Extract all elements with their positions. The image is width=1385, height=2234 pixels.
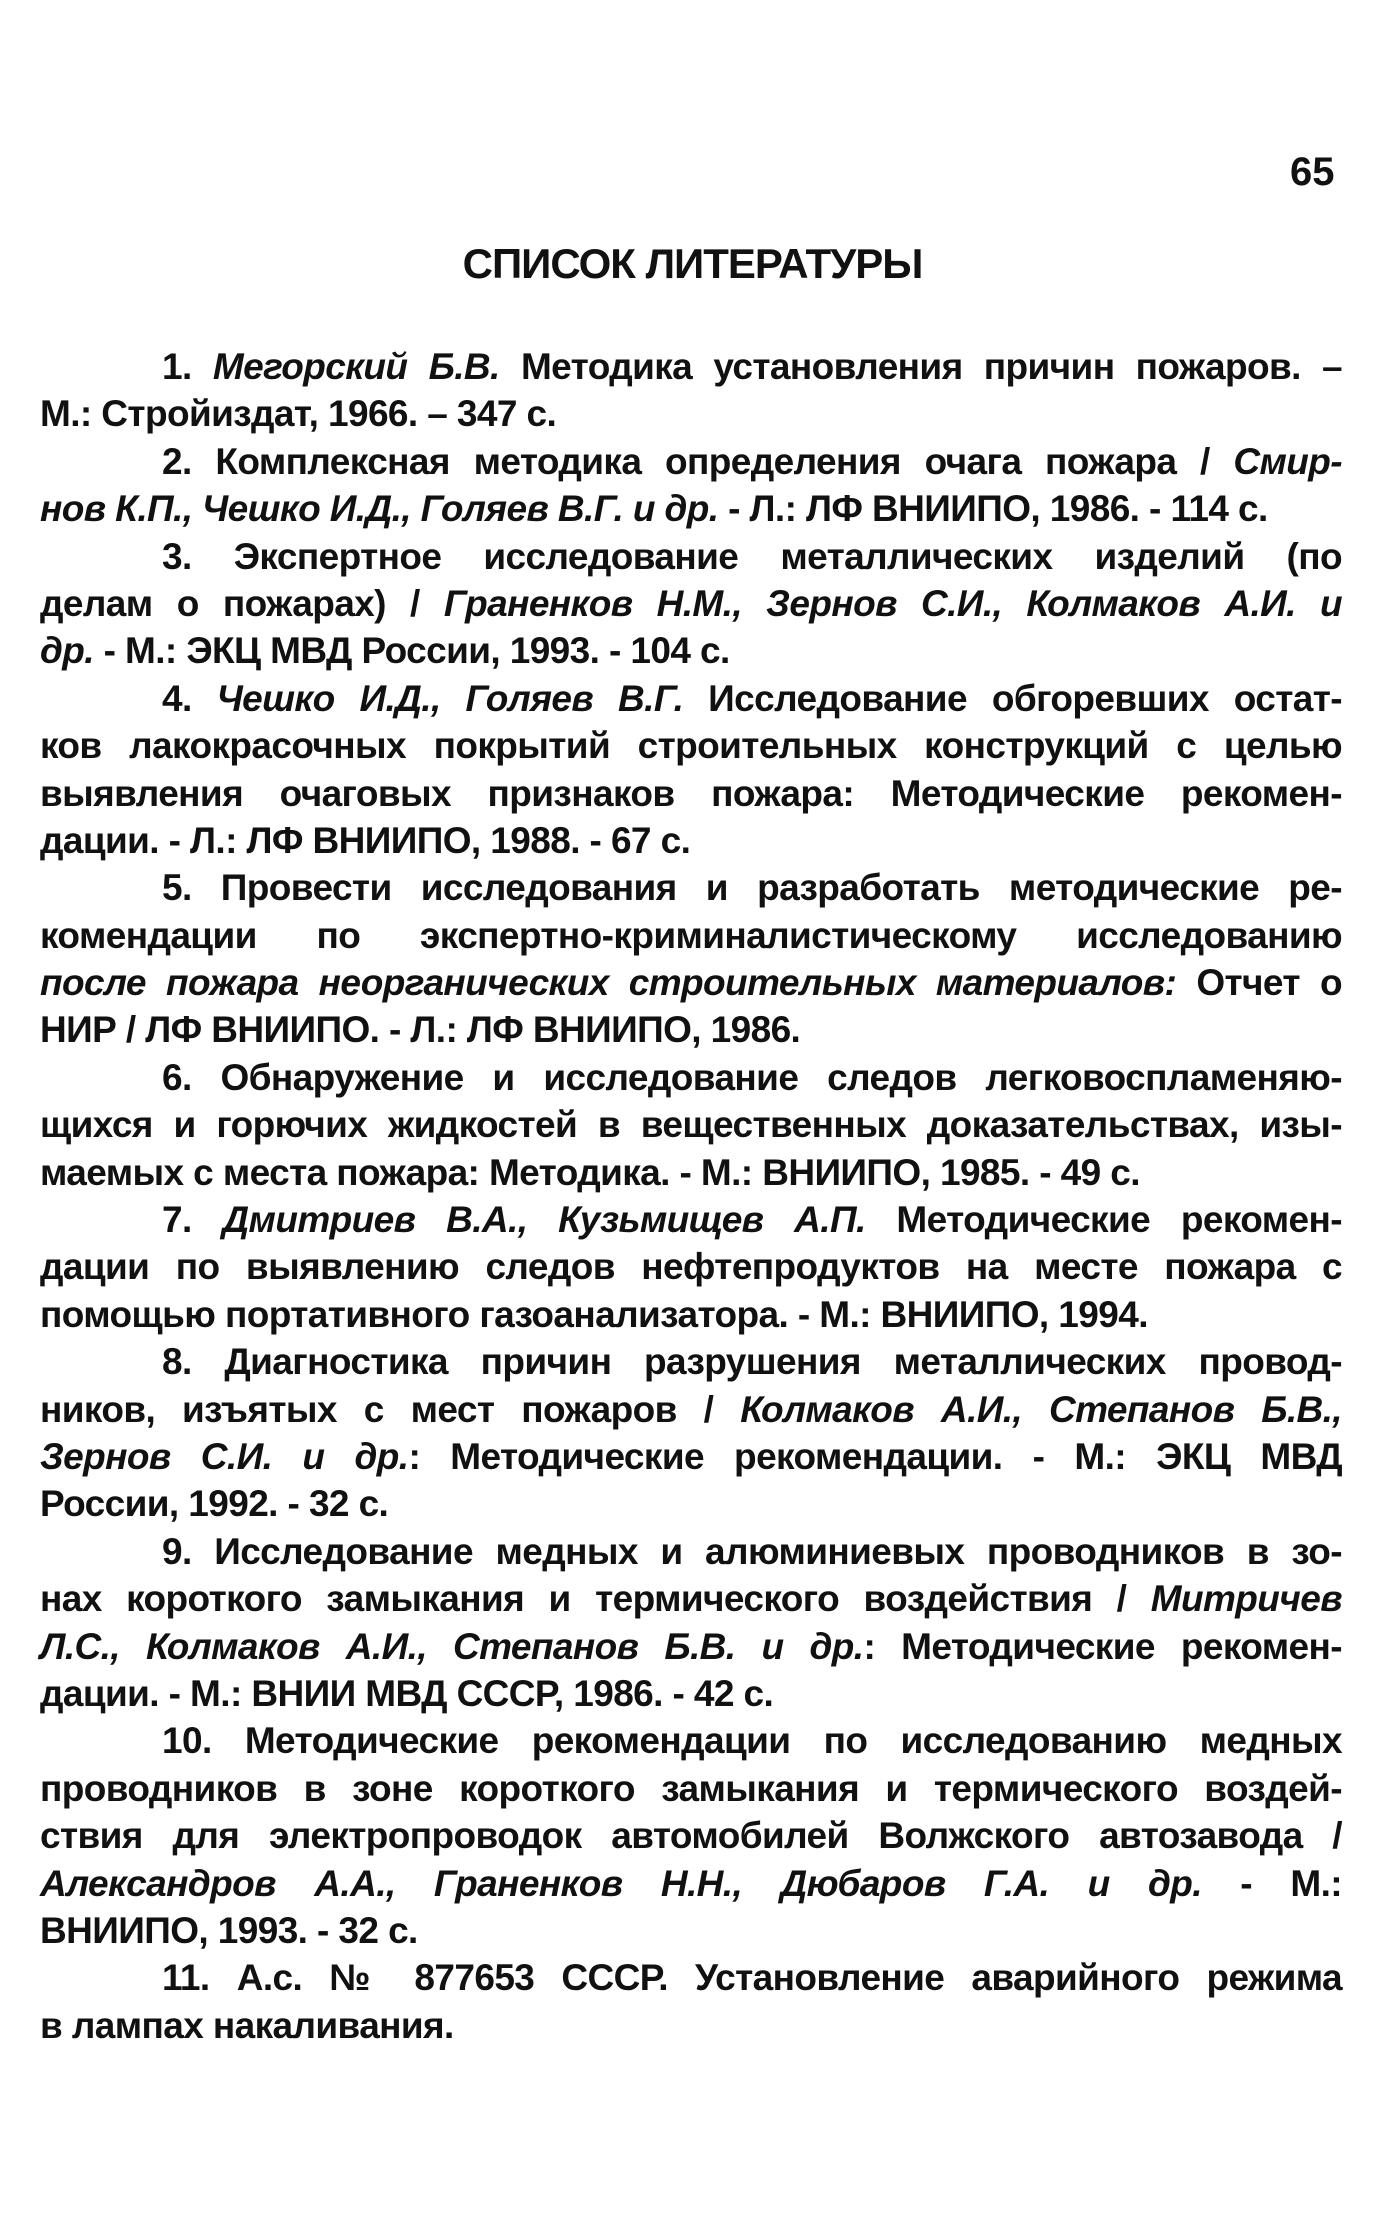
reference-authors: Александров А.А., Граненков Н.Н., Дюбаров Г.А. и др.	[40, 1862, 1202, 1904]
reference-text: 7.	[162, 1199, 223, 1241]
reference-item	[40, 1717, 1342, 1954]
reference-line	[40, 1860, 1342, 1907]
reference-text: 3. Экспертное исследование металлических изделий (по	[162, 535, 1342, 577]
reference-line	[40, 1196, 1342, 1243]
reference-authors: др.	[40, 630, 94, 672]
reference-text: щихся и горючих жидкостей в вещественных доказательствах, изы-	[40, 1104, 1342, 1146]
reference-authors: нов К.П., Чешко И.Д., Голяев В.Г. и др.	[40, 488, 719, 530]
reference-line	[40, 2002, 1342, 2049]
reference-line	[40, 627, 1342, 674]
reference-text: : Методические рекомендации. - М.: ЭКЦ МВД	[408, 1435, 1342, 1477]
reference-line	[40, 1386, 1342, 1433]
reference-line	[40, 580, 1342, 627]
reference-text: : Методические рекомен-	[863, 1625, 1342, 1667]
reference-line	[40, 864, 1342, 911]
reference-line	[40, 959, 1342, 1006]
reference-text: комендации по экспертно-криминалистическому исследованию	[40, 914, 1342, 956]
reference-text: нах короткого замыкания и термического воздействия /	[40, 1578, 1151, 1620]
reference-line	[40, 675, 1342, 722]
reference-authors: Митричев	[1150, 1578, 1342, 1620]
reference-line	[40, 1528, 1342, 1575]
reference-list	[40, 343, 1342, 2049]
reference-line	[40, 1149, 1342, 1196]
reference-line	[40, 1717, 1342, 1764]
reference-text: 6. Обнаружение и исследование следов легковоспламеняю-	[162, 1056, 1342, 1098]
reference-authors: Дмитриев В.А., Кузьмищев А.П.	[222, 1199, 866, 1241]
reference-line	[40, 1670, 1342, 1717]
reference-item	[40, 438, 1342, 533]
reference-text: России, 1992. - 32 с.	[40, 1483, 389, 1525]
reference-item	[40, 1338, 1342, 1528]
reference-line	[40, 722, 1342, 769]
reference-line	[40, 1243, 1342, 1290]
reference-text: 2. Комплексная методика определения очага пожара /	[162, 440, 1234, 482]
reference-item	[40, 864, 1342, 1054]
reference-line	[40, 1338, 1342, 1385]
reference-item	[40, 675, 1342, 865]
reference-line	[40, 770, 1342, 817]
reference-authors: Чешко И.Д., Голяев В.Г.	[216, 677, 684, 719]
reference-item	[40, 1196, 1342, 1338]
reference-text: дации. - Л.: ЛФ ВНИИПО, 1988. - 67 с.	[40, 819, 691, 861]
reference-line	[40, 1480, 1342, 1527]
reference-text: - М.: ЭКЦ МВД России, 1993. - 104 с.	[93, 630, 730, 672]
reference-line	[40, 817, 1342, 864]
reference-line	[40, 1954, 1342, 2001]
reference-text: ВНИИПО, 1993. - 32 с.	[40, 1909, 418, 1951]
reference-text: 9. Исследование медных и алюминиевых проводников в зо-	[162, 1530, 1342, 1572]
reference-text: Отчет о	[1176, 962, 1342, 1004]
reference-line	[40, 390, 1342, 437]
reference-authors: Смир-	[1233, 440, 1342, 482]
reference-text: 11. А.с. № 877653 СССР. Установление аварийного режима	[162, 1957, 1342, 1999]
reference-line	[40, 912, 1342, 959]
page-number: 65	[1290, 150, 1335, 194]
reference-text: ствия для электропроводок автомобилей Волжского автозавода /	[40, 1815, 1342, 1857]
reference-text: Методика установления причин пожаров. –	[499, 346, 1342, 387]
reference-text: помощью портативного газоанализатора. - М.: ВНИИПО, 1994.	[40, 1293, 1148, 1335]
reference-line	[40, 1291, 1342, 1338]
reference-authors: Граненков Н.М., Зернов С.И., Колмаков А.И. и	[443, 582, 1343, 624]
reference-authors: Л.С., Колмаков А.И., Степанов Б.В. и др.	[40, 1625, 864, 1667]
reference-text: 10. Методические рекомендации по исследованию медных	[162, 1720, 1342, 1762]
reference-line	[40, 1006, 1342, 1053]
reference-authors: Мегорский Б.В.	[212, 346, 500, 387]
reference-line	[40, 1907, 1342, 1954]
reference-text: ников, изъятых с мест пожаров /	[40, 1388, 741, 1430]
reference-line	[40, 485, 1342, 532]
reference-line	[40, 1765, 1342, 1812]
reference-text: проводников в зоне короткого замыкания и термического воздей-	[40, 1767, 1342, 1809]
reference-text: - Л.: ЛФ ВНИИПО, 1986. - 114 с.	[718, 488, 1268, 530]
reference-text: 1.	[162, 346, 213, 387]
reference-text: в лампах накаливания.	[40, 2004, 454, 2046]
reference-line	[40, 1054, 1342, 1101]
reference-text: НИР / ЛФ ВНИИПО. - Л.: ЛФ ВНИИПО, 1986.	[40, 1009, 801, 1051]
reference-item	[40, 1954, 1342, 2049]
reference-item	[40, 343, 1342, 438]
reference-line	[40, 1623, 1342, 1670]
reference-text: делам о пожарах) /	[40, 582, 444, 624]
reference-text: выявления очаговых признаков пожара: Методические рекомен-	[40, 772, 1342, 814]
reference-line	[40, 1812, 1342, 1859]
reference-item	[40, 1528, 1342, 1718]
reference-authors: Зернов С.И. и др.	[40, 1435, 409, 1477]
reference-text: Методические рекомен-	[865, 1199, 1342, 1241]
reference-text: 8. Диагностика причин разрушения металлических провод-	[162, 1341, 1342, 1383]
reference-line	[40, 533, 1342, 580]
reference-item	[40, 533, 1342, 675]
reference-line	[40, 1575, 1342, 1622]
reference-authors: Колмаков А.И., Степанов Б.В.,	[740, 1388, 1342, 1430]
reference-text: 5. Провести исследования и разработать методические ре-	[162, 867, 1342, 909]
reference-text: М.: Стройиздат, 1966. – 347 с.	[40, 393, 557, 435]
reference-line	[40, 438, 1342, 485]
reference-text: 4.	[162, 677, 217, 719]
reference-text: - М.:	[1201, 1862, 1342, 1904]
reference-item	[40, 1054, 1342, 1196]
reference-line	[40, 343, 1342, 390]
reference-text: дации по выявлению следов нефтепродуктов на месте пожара с	[40, 1246, 1342, 1288]
reference-text: маемых с места пожара: Методика. - М.: ВНИИПО, 1985. - 49 с.	[40, 1151, 1140, 1193]
reference-line	[40, 1433, 1342, 1480]
reference-line	[40, 1101, 1342, 1148]
reference-text: ков лакокрасочных покрытий строительных конструкций с целью	[40, 725, 1342, 767]
reference-text: дации. - М.: ВНИИ МВД СССР, 1986. - 42 с.	[40, 1672, 774, 1714]
page-title: СПИСОК ЛИТЕРАТУРЫ	[462, 240, 923, 287]
reference-text: Исследование обгоревших остат-	[683, 677, 1343, 719]
reference-authors: после пожара неорганических строительных материалов:	[40, 962, 1177, 1004]
